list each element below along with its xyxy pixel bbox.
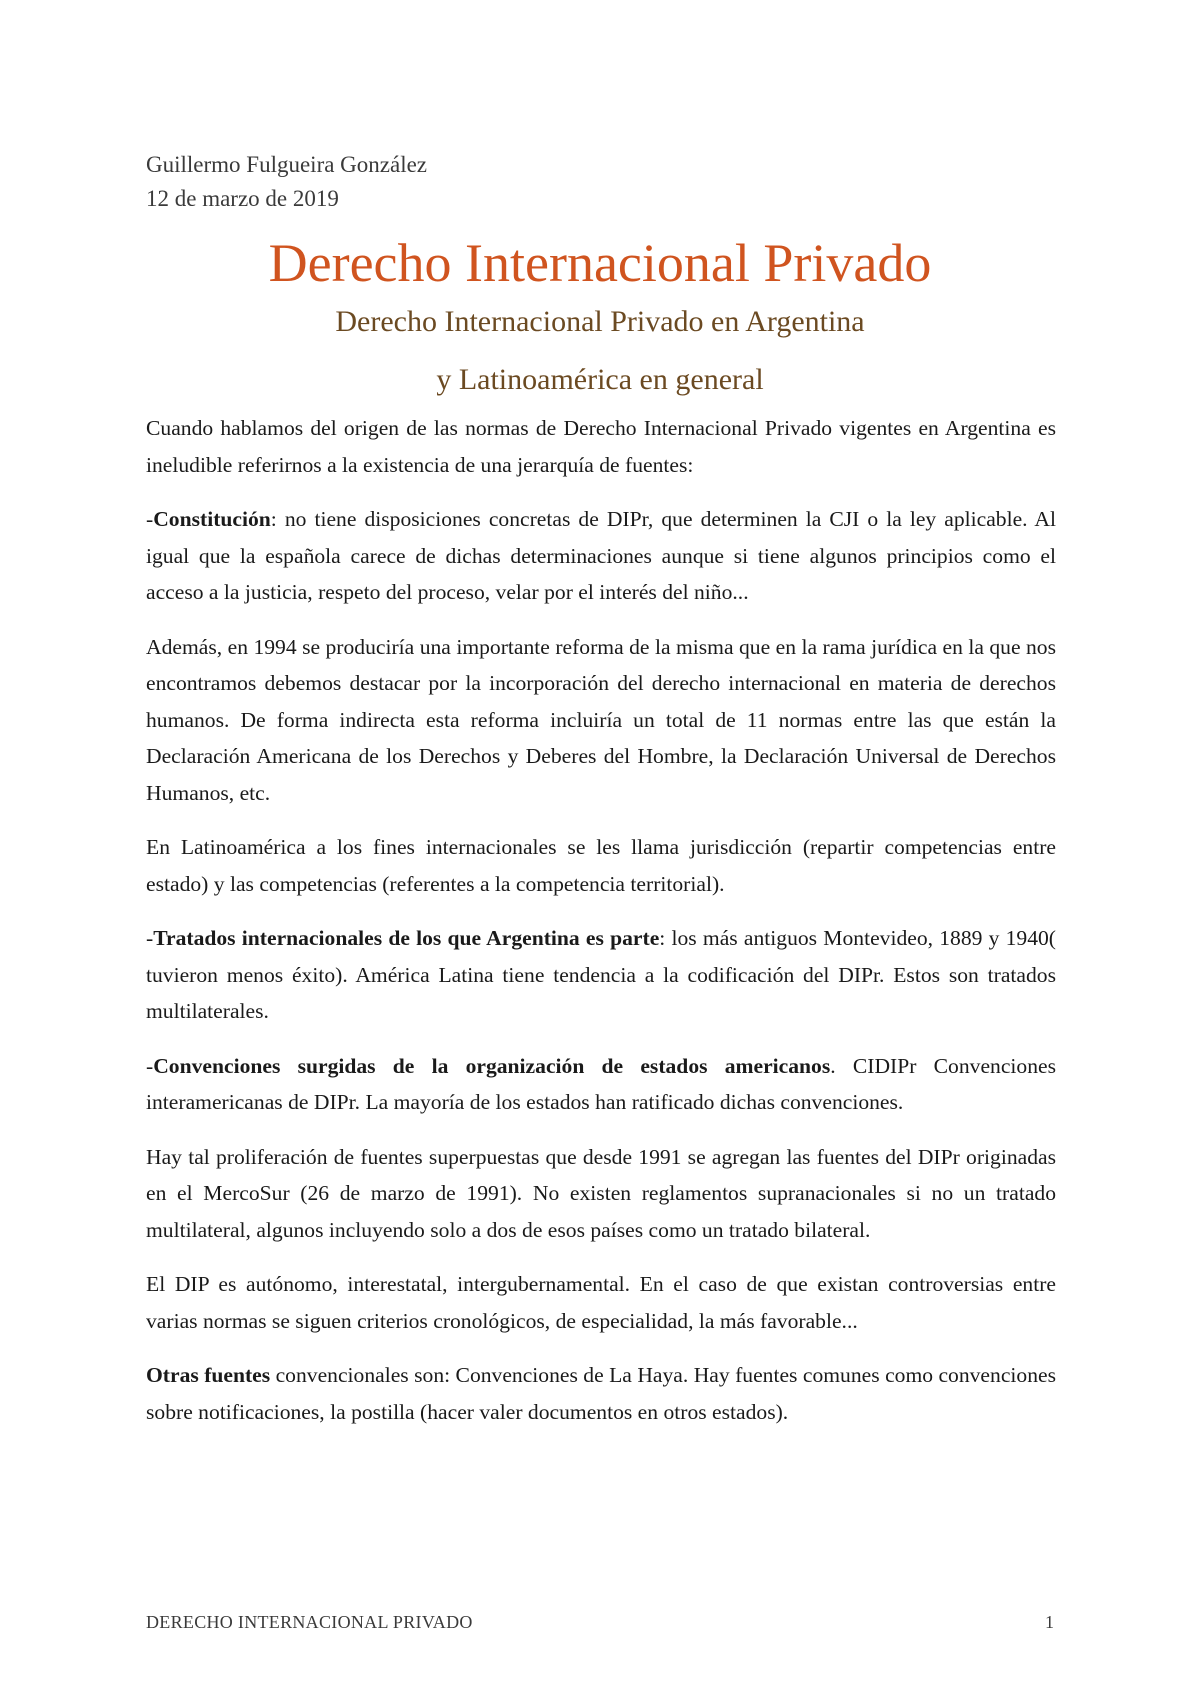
footer-running-title: DERECHO INTERNACIONAL PRIVADO [146,1612,473,1632]
page-number: 1 [1045,1612,1054,1632]
heading-otras-fuentes: Otras fuentes [146,1363,271,1387]
paragraph-reforma-1994: Además, en 1994 se produciría una importante reforma de la misma que en la rama jurídica en la que nos encontramos debemos destacar por la incorporación del derecho internacional en materia de derechos humanos. De forma indirecta esta reforma incluiría un total de 11 normas entre las que están la Declaración Americana de los Derechos y Deberes del Hombre, la Declaración Universal de Derechos Humanos, etc. [146,634,1056,805]
heading-tratados: Tratados internacionales de los que Argentina es parte [153,926,660,950]
bullet-dash: - [146,926,154,950]
paragraph-convenciones-text: . CIDIPr Convenciones interamericanas de DIPr. La mayoría de los estados han ratificado dichas convenciones. [146,1053,1056,1114]
paragraph-latinoamerica: En Latinoamérica a los fines internacionales se les llama jurisdicción (repartir competencias entre estado) y las competencias (referentes a la competencia territorial). [146,835,1056,896]
author-name: Guillermo Fulgueira González [146,152,428,177]
paragraph-intro: Cuando hablamos del origen de las normas de Derecho Internacional Privado vigentes en Argentina es ineludible referirnos a la existencia de una jerarquía de fuentes: [146,416,1056,477]
heading-constitucion: Constitución [153,507,271,531]
paragraph-otras-fuentes [146,1357,1056,1430]
subtitle-line-1: Derecho Internacional Privado en Argentina [335,305,865,338]
subtitle-line-2: y Latinoamérica en general [436,363,764,396]
heading-convenciones: Convenciones surgidas de la organización de estados americanos [153,1053,831,1078]
document-title: Derecho Internacional Privado [268,233,932,293]
paragraph-mercosur: Hay tal proliferación de fuentes superpuestas que desde 1991 se agregan las fuentes del DIPr originadas en el MercoSur (26 de marzo de 1991). No existen reglamentos supranacionales si no un tratado multilateral, algunos incluyendo solo a dos de esos países como un tratado bilateral. [146,1144,1056,1242]
bullet-dash: - [146,507,154,531]
paragraph-tratados [146,920,1056,1030]
document-date: 12 de marzo de 2019 [146,186,339,211]
paragraph-dip-autonomo: El DIP es autónomo, interestatal, intergubernamental. En el caso de que existan controversias entre varias normas se siguen criterios cronológicos, de especialidad, la más favorable... [146,1272,1056,1333]
paragraph-convenciones [146,1048,1056,1121]
bullet-dash: - [146,1053,154,1078]
document-body [146,410,1056,1448]
paragraph-tratados-text: : los más antiguos Montevideo, 1889 y 1940( tuvieron menos éxito). América Latina tiene tendencia a la codificación del DIPr. Estos son tratados multilaterales. [146,926,1056,1023]
paragraph-otras-fuentes-text: convencionales son: Convenciones de La Haya. Hay fuentes comunes como convenciones sobre notificaciones, la postilla (hacer valer documentos en otros estados). [146,1363,1056,1424]
paragraph-constitucion [146,501,1056,611]
paragraph-constitucion-text: : no tiene disposiciones concretas de DIPr, que determinen la CJI o la ley aplicable. Al igual que la española carece de dichas determinaciones aunque si tiene algunos principios como el acceso a la justicia, respeto del proceso, velar por el interés del niño... [146,507,1056,604]
